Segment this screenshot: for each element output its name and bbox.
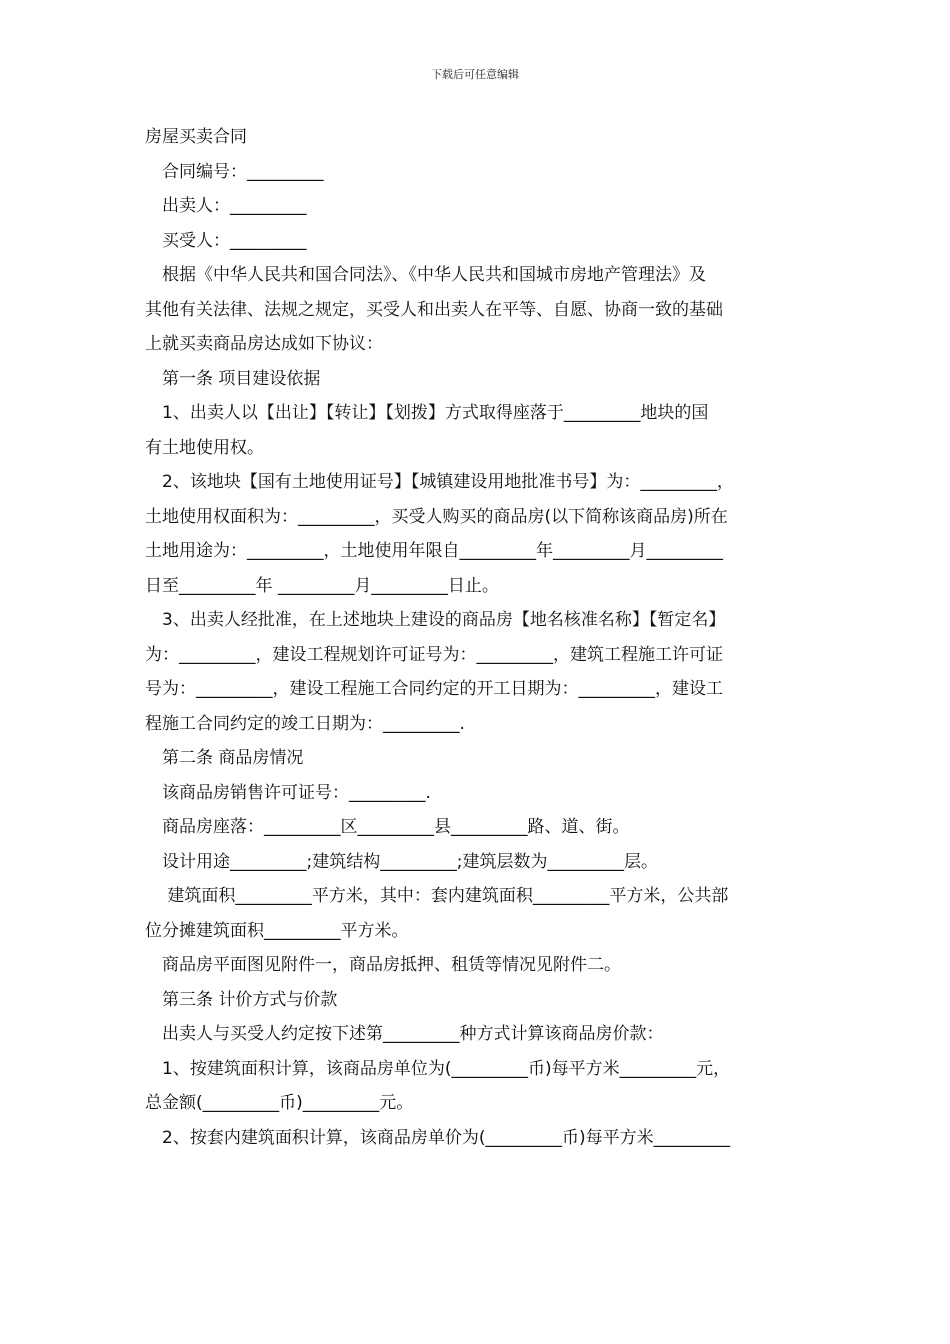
text-line: 出卖人与买受人约定按下述第_________种方式计算该商品房价款： <box>162 1024 664 1044</box>
text-line: 土地用途为：_________，土地使用年限自_________年_________月_________ <box>145 541 723 561</box>
text-line: 日至_________年 _________月_________日止。 <box>145 575 499 596</box>
text-line: 其他有关法律、法规之规定，买受人和出卖人在平等、自愿、协商一致的基础 <box>145 299 723 320</box>
text-line: 3、出卖人经批准，在上述地块上建设的商品房【地名核准名称】【暂定名】 <box>162 610 726 630</box>
page-header: 下载后可任意编辑 <box>431 68 519 81</box>
text-line: 1、出卖人以【出让】【转让】【划拨】方式取得座落于_________地块的国 <box>162 403 709 423</box>
text-line: 买受人：_________ <box>162 230 307 251</box>
text-line: 商品房座落：_________区_________县_________路、道、街。 <box>162 817 630 837</box>
text-line: 上就买卖商品房达成如下协议： <box>145 334 383 354</box>
text-line: 程施工合同约定的竣工日期为：_________. <box>145 713 465 734</box>
text-line: 第二条 商品房情况 <box>162 748 304 768</box>
document-title: 房屋买卖合同 <box>145 127 247 147</box>
text-line: 有土地使用权。 <box>145 437 264 458</box>
text-line: 2、该地块【国有土地使用证号】【城镇建设用地批准书号】为：_________， <box>162 472 734 492</box>
document-body <box>145 120 808 1155</box>
text-line: 合同编号：_________ <box>162 161 324 182</box>
text-line: 位分摊建筑面积_________平方米。 <box>145 920 409 941</box>
text-line: 出卖人：_________ <box>162 196 307 216</box>
text-line: 总金额(_________币)_________元。 <box>145 1093 414 1113</box>
text-line: 第一条 项目建设依据 <box>162 368 321 389</box>
text-line: 根据《中华人民共和国合同法》、《中华人民共和国城市房地产管理法》及 <box>162 265 706 285</box>
text-line: 为：_________，建设工程规划许可证号为：_________，建筑工程施工许可证 <box>145 644 723 665</box>
text-line: 第三条 计价方式与价款 <box>162 989 338 1010</box>
text-line: 建筑面积_________平方米，其中：套内建筑面积_________平方米，公共部 <box>162 886 729 906</box>
text-line: 1、按建筑面积计算，该商品房单位为(_________币)每平方米_________元， <box>162 1058 731 1079</box>
text-line: 土地使用权面积为：_________，买受人购买的商品房(以下简称该商品房)所在 <box>145 506 728 527</box>
text-line: 商品房平面图见附件一，商品房抵押、租赁等情况见附件二。 <box>162 955 621 975</box>
text-line: 该商品房销售许可证号：_________. <box>162 782 431 803</box>
text-line: 2、按套内建筑面积计算，该商品房单价为(_________币)每平方米_________ <box>162 1127 731 1148</box>
text-line: 设计用途_________;建筑结构_________;建筑层数为_________层。 <box>162 851 658 872</box>
text-line: 号为：_________，建设工程施工合同约定的开工日期为：_________，建设工 <box>145 679 723 699</box>
